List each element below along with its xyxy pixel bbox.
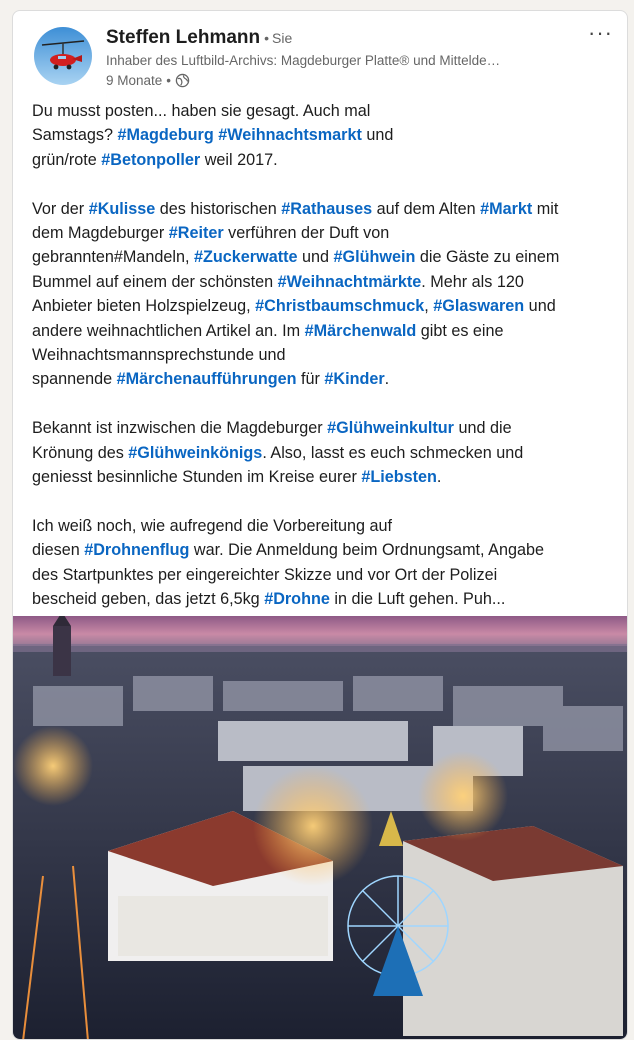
hashtag-link[interactable]: #Märchenwald: [304, 321, 417, 340]
globe-icon: [175, 73, 190, 88]
post-paragraph: [32, 514, 612, 612]
post-text: Ich weiß noch, wie aufregend die Vorbereitung auf: [32, 516, 392, 535]
post-text: auf dem Alten: [372, 199, 481, 218]
post-text: Anbieter bieten Holzspielzeug,: [32, 297, 256, 316]
post-text: diesen: [32, 541, 85, 560]
post-text: mit: [532, 199, 559, 218]
hashtag-link[interactable]: #Drohnenflug: [84, 541, 190, 560]
post-text: des historischen: [155, 199, 282, 218]
post-text: weil 2017.: [200, 150, 278, 169]
gyrocopter-avatar[interactable]: [34, 27, 92, 85]
post-text: Bummel auf einem der schönsten: [32, 272, 278, 291]
post-text: die Gäste zu einem: [415, 248, 560, 267]
hashtag-link[interactable]: #Christbaumschmuck: [255, 297, 425, 316]
post-text: Du musst posten... haben sie gesagt. Auch mal: [32, 102, 371, 120]
post-text: war. Die Anmeldung beim Ordnungsamt, Angabe: [189, 541, 544, 560]
meta-dot: •: [166, 73, 172, 88]
post-text: und die: [453, 419, 512, 438]
post-text: verführen der Duft von: [223, 224, 390, 243]
hashtag-link[interactable]: #Glühwein: [333, 248, 416, 267]
relation-label: Sie: [272, 30, 293, 46]
post-meta: [106, 73, 190, 88]
hashtag-link[interactable]: #Reiter: [168, 224, 224, 243]
post-card: [12, 10, 628, 1040]
hashtag-link[interactable]: #Zuckerwatte: [194, 248, 298, 267]
post-text: gebrannten#Mandeln,: [32, 248, 195, 267]
post-text: . Also, lasst es euch schmecken und: [262, 443, 524, 462]
post-text: geniesst besinnliche Stunden im Kreise eurer: [32, 468, 362, 487]
hashtag-link[interactable]: #Glühweinkultur: [327, 419, 454, 438]
post-header: [13, 11, 628, 101]
post-text: .: [436, 468, 442, 487]
post-text: Samstags?: [32, 126, 118, 145]
post-paragraph: [32, 416, 612, 489]
post-text: und: [361, 126, 394, 145]
author-name[interactable]: Steffen Lehmann: [106, 27, 261, 48]
post-text: .: [384, 370, 390, 389]
hashtag-link[interactable]: #Markt: [480, 199, 533, 218]
post-text: Vor der: [32, 199, 89, 218]
author-line: [106, 27, 292, 49]
hashtag-link[interactable]: #Weihnachtmärkte: [277, 272, 422, 291]
hashtag-link[interactable]: #Rathauses: [281, 199, 373, 218]
post-text: Bekannt ist inzwischen die Magdeburger: [32, 419, 328, 438]
post-text: Krönung des: [32, 443, 129, 462]
post-image[interactable]: [13, 616, 628, 1040]
post-text: und: [524, 297, 556, 316]
post-paragraph: [32, 99, 612, 172]
post-paragraph: [32, 197, 612, 392]
post-text: ,: [424, 297, 434, 316]
hashtag-link[interactable]: #Kinder: [324, 370, 385, 389]
post-body: [32, 99, 612, 611]
post-time: 9 Monate: [106, 73, 163, 88]
hashtag-link[interactable]: #Betonpoller: [101, 150, 201, 169]
separator: •: [264, 30, 270, 46]
hashtag-link[interactable]: #Glaswaren: [433, 297, 525, 316]
post-text: in die Luft gehen. Puh...: [329, 590, 506, 609]
post-text: und: [297, 248, 334, 267]
post-text: grün/rote: [32, 150, 102, 169]
post-text: . Mehr als 120: [421, 272, 524, 291]
hashtag-link[interactable]: #Weihnachtsmarkt: [218, 126, 362, 145]
post-text: andere weihnachtlichen Artikel an. Im: [32, 321, 305, 340]
hashtag-link[interactable]: #Kulisse: [88, 199, 156, 218]
post-text: für: [296, 370, 325, 389]
hashtag-link[interactable]: #Märchenaufführungen: [116, 370, 297, 389]
post-text: gibt es eine: [416, 321, 504, 340]
author-headline: Inhaber des Luftbild-Archivs: Magdeburger Platte® und Mittelde…: [106, 53, 501, 68]
post-text: dem Magdeburger: [32, 224, 169, 243]
hashtag-link[interactable]: #Drohne: [264, 590, 330, 609]
more-icon[interactable]: ···: [588, 20, 613, 45]
post-text: spannende: [32, 370, 117, 389]
post-text: bescheid geben, das jetzt 6,5kg: [32, 590, 265, 609]
hashtag-link[interactable]: #Liebsten: [361, 468, 437, 487]
hashtag-link[interactable]: #Glühweinkönigs: [128, 443, 263, 462]
post-text: Weihnachtsmannsprechstunde und: [32, 346, 286, 365]
hashtag-link[interactable]: #Magdeburg: [117, 126, 214, 145]
post-text: des Startpunktes per eingereichter Skizze und vor Ort der Polizei: [32, 565, 498, 584]
